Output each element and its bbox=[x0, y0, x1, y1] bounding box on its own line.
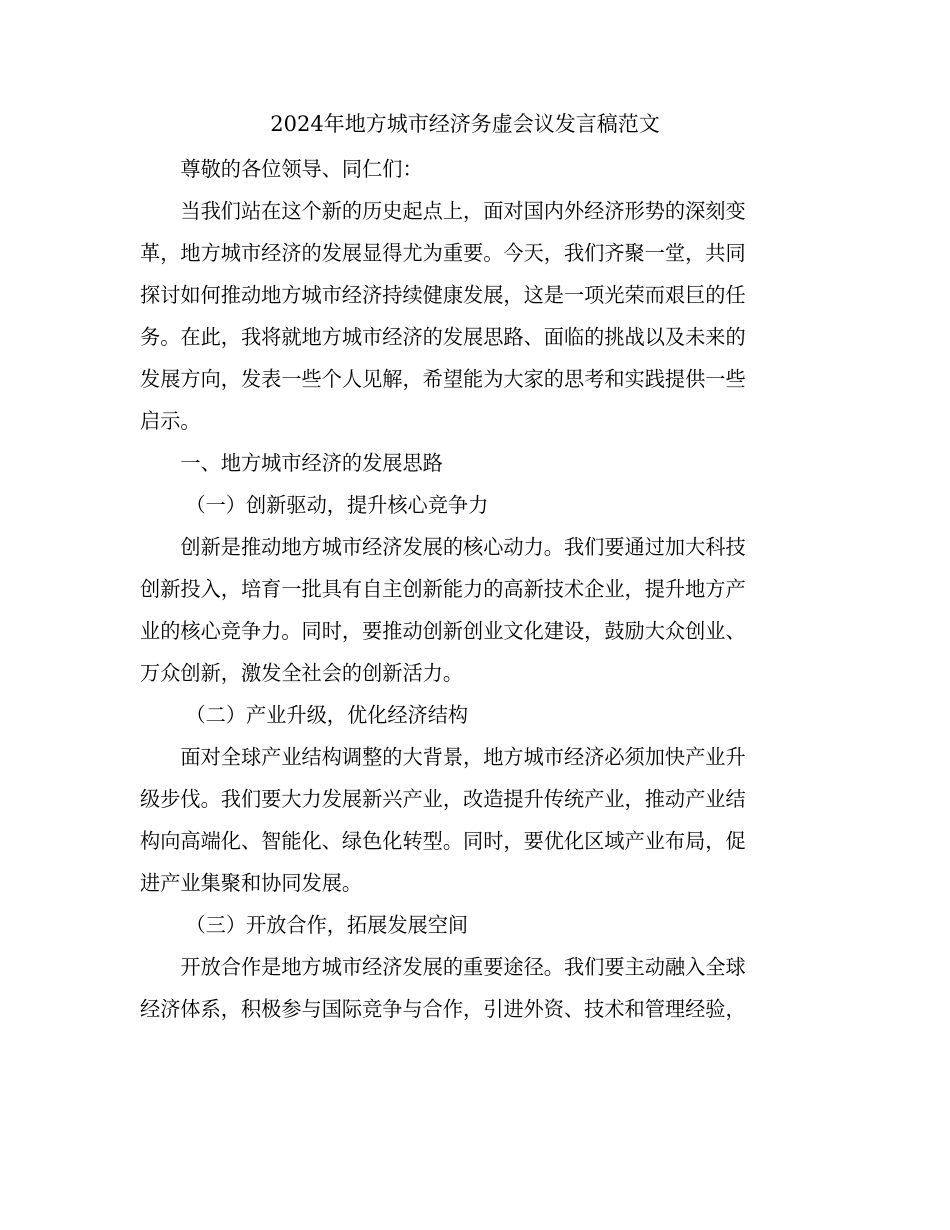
paragraph-line: 开放合作是地方城市经济发展的重要途径。我们要主动融入全球 bbox=[180, 955, 746, 979]
paragraph-line: 业的核心竞争力。同时，要推动创新创业文化建设，鼓励大众创业、 bbox=[140, 619, 746, 643]
document-body bbox=[140, 148, 795, 1030]
section-heading: 一、地方城市经济的发展思路 bbox=[180, 451, 443, 475]
paragraph-line: 启示。 bbox=[140, 409, 201, 433]
paragraph-line: 创新投入，培育一批具有自主创新能力的高新技术企业，提升地方产 bbox=[140, 577, 746, 601]
paragraph-line: 发展方向，发表一些个人见解，希望能为大家的思考和实践提供一些 bbox=[140, 367, 746, 391]
subsection-heading: （三）开放合作，拓展发展空间 bbox=[185, 913, 469, 937]
salutation: 尊敬的各位领导、同仁们： bbox=[180, 157, 423, 181]
document-title: 2024年地方城市经济务虚会议发言稿范文 bbox=[270, 112, 660, 136]
paragraph-line: 万众创新，激发全社会的创新活力。 bbox=[140, 661, 464, 685]
paragraph-line: 级步伐。我们要大力发展新兴产业，改造提升传统产业，推动产业结 bbox=[140, 787, 746, 811]
subsection-heading: （二）产业升级，优化经济结构 bbox=[185, 703, 469, 727]
paragraph-line: 构向高端化、智能化、绿色化转型。同时，要优化区域产业布局，促 bbox=[140, 829, 746, 853]
paragraph-line: 探讨如何推动地方城市经济持续健康发展，这是一项光荣而艰巨的任 bbox=[140, 283, 746, 307]
paragraph-line: 当我们站在这个新的历史起点上，面对国内外经济形势的深刻变 bbox=[180, 199, 746, 223]
subsection-heading: （一）创新驱动，提升核心竞争力 bbox=[185, 493, 489, 517]
paragraph-line: 务。在此，我将就地方城市经济的发展思路、面临的挑战以及未来的 bbox=[140, 325, 746, 349]
paragraph-line: 创新是推动地方城市经济发展的核心动力。我们要通过加大科技 bbox=[180, 535, 746, 559]
paragraph-line: 经济体系，积极参与国际竞争与合作，引进外资、技术和管理经验， bbox=[140, 997, 746, 1021]
paragraph-line: 进产业集聚和协同发展。 bbox=[140, 871, 363, 895]
paragraph-line: 面对全球产业结构调整的大背景，地方城市经济必须加快产业升 bbox=[180, 745, 746, 769]
paragraph-line: 革，地方城市经济的发展显得尤为重要。今天，我们齐聚一堂，共同 bbox=[140, 241, 746, 265]
